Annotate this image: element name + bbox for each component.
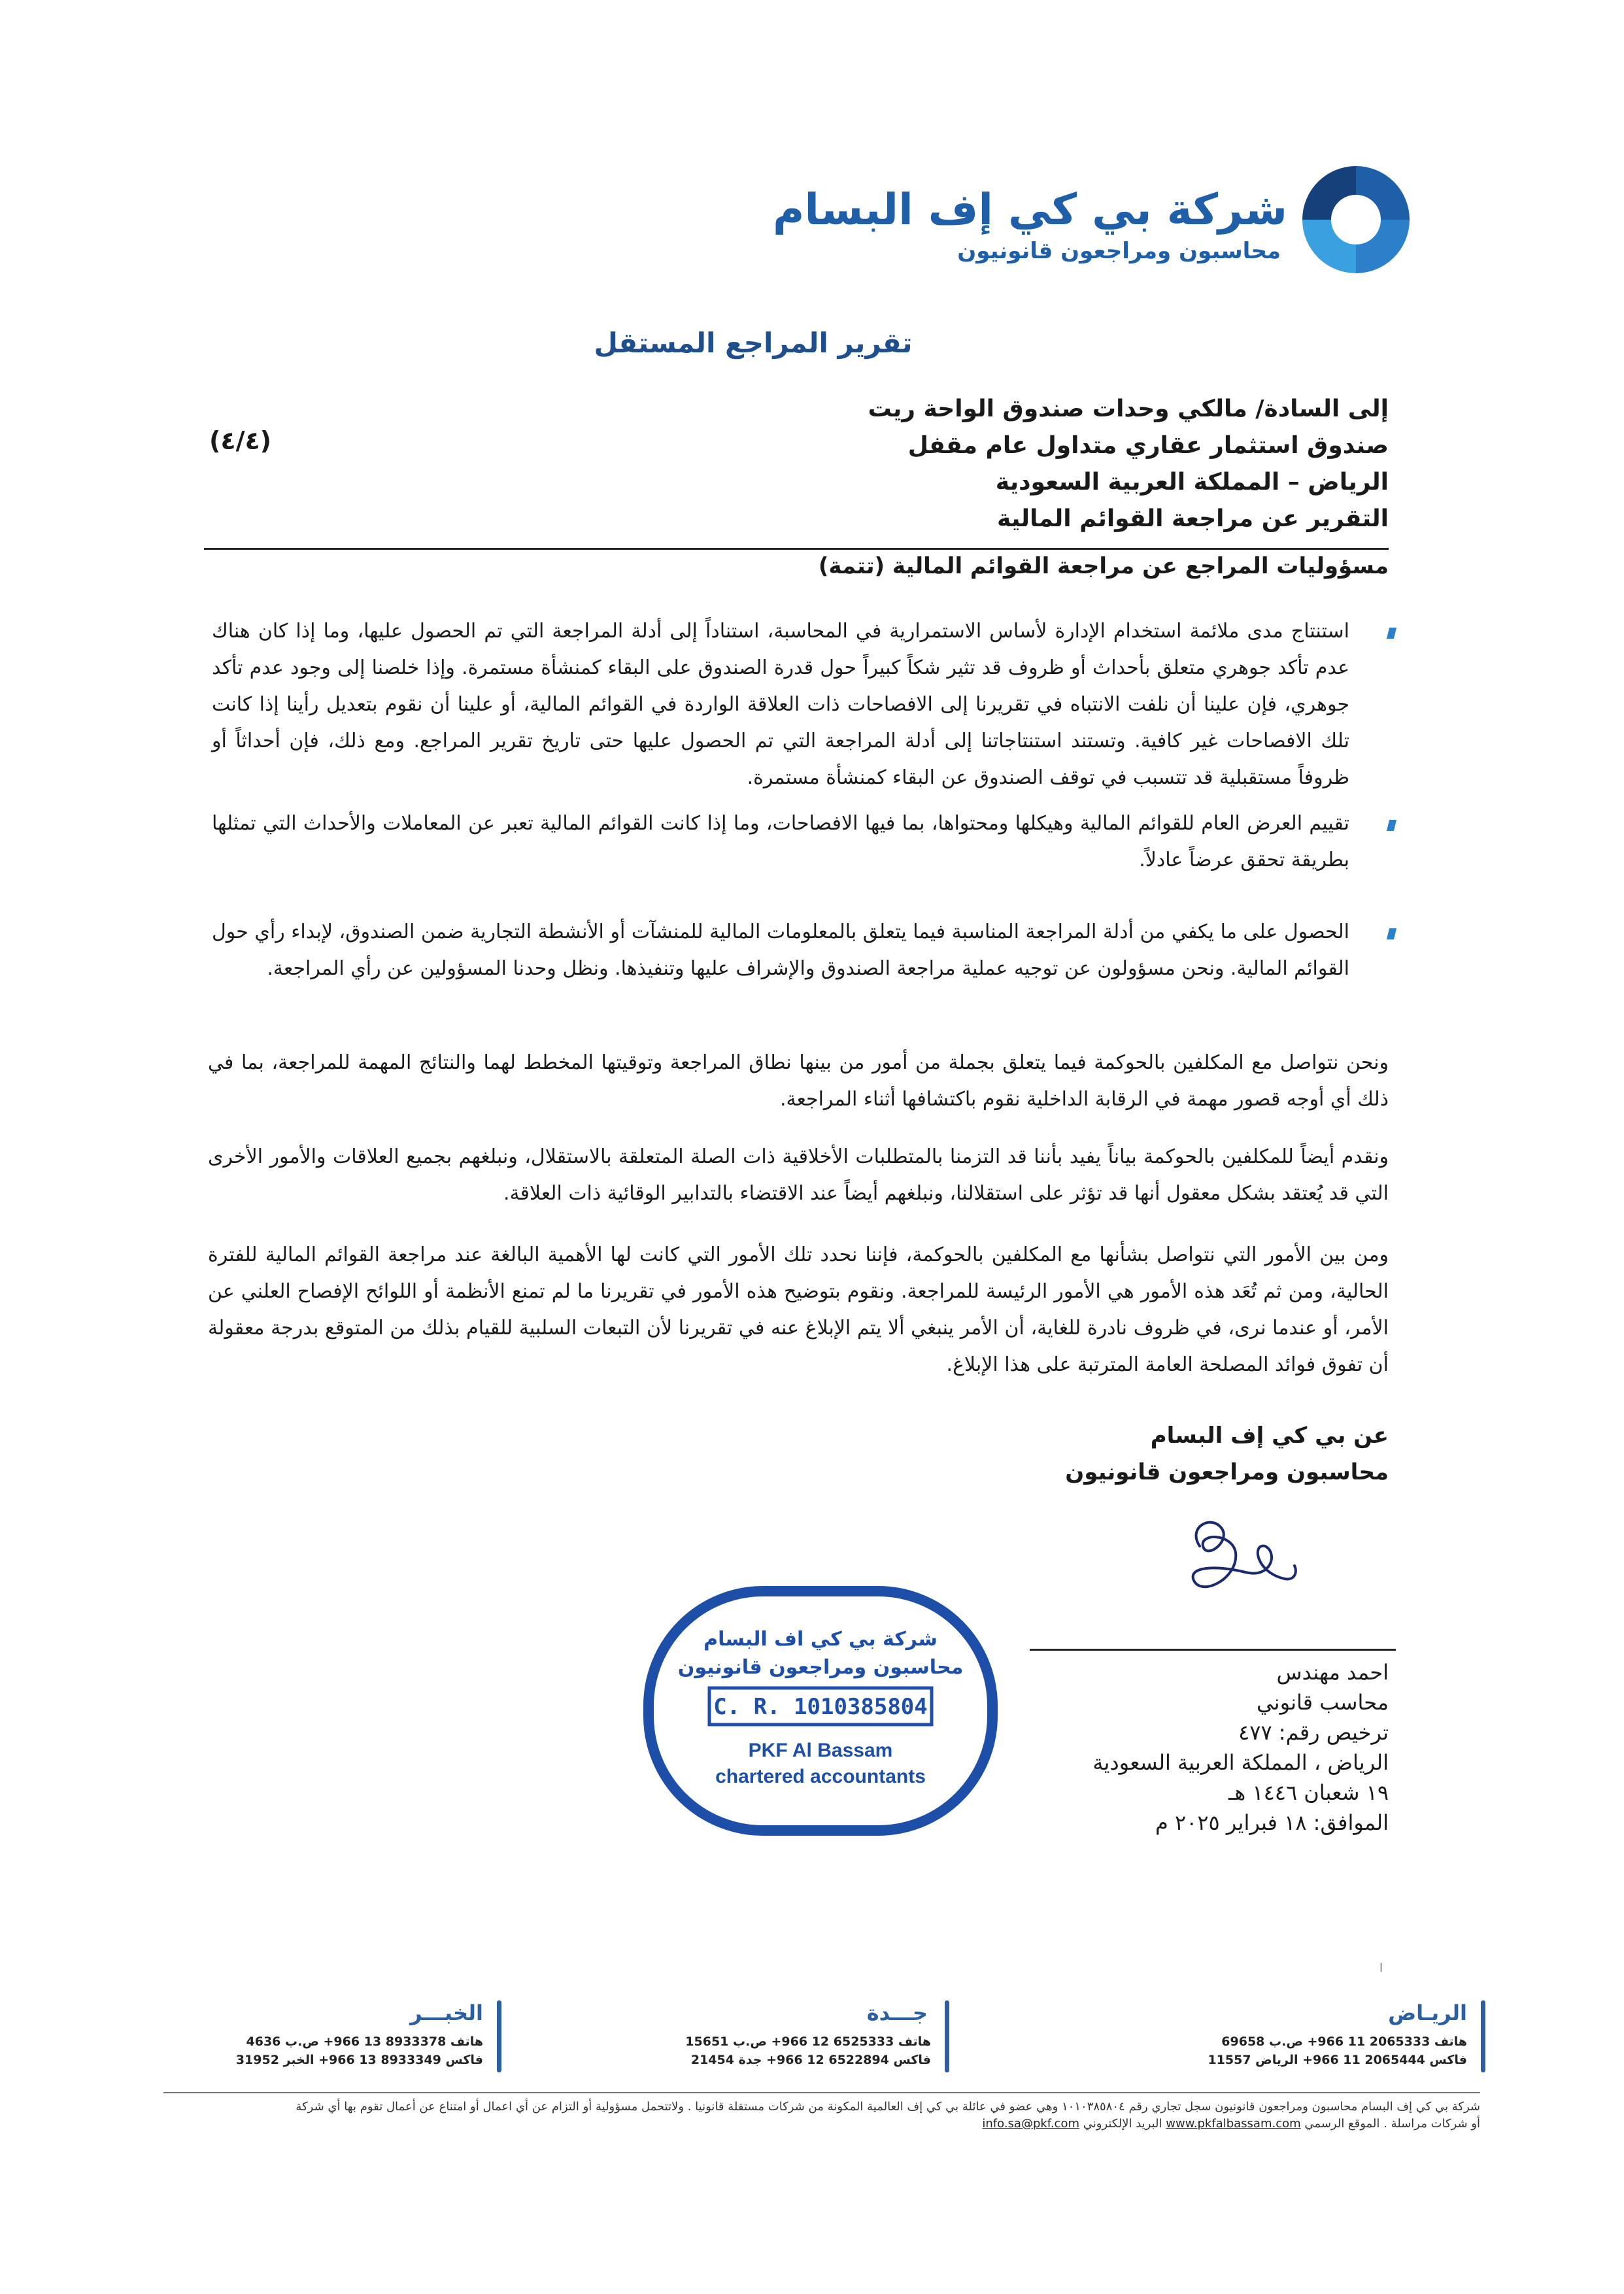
report-title: تقرير المراجع المستقل — [594, 327, 913, 359]
footer-divider — [163, 2092, 1480, 2093]
addressee-line: الرياض – المملكة العربية السعودية — [995, 469, 1389, 496]
website-link[interactable]: www.pkfalbassam.com — [1166, 2117, 1301, 2131]
bullet-icon — [1387, 628, 1396, 639]
office-line: هاتف ‎+966 11 2065333‎ ص.ب ‎69658‎ — [1221, 2034, 1467, 2049]
pkf-logo-icon — [1297, 161, 1415, 278]
footer-offices — [0, 2000, 1624, 2085]
company-tagline: محاسبون ومراجعون قانونيون — [957, 238, 1281, 264]
office-line: هاتف ‎+966 13 8933378‎ ص.ب ‎4636‎ — [246, 2034, 483, 2049]
company-logo — [773, 161, 1415, 278]
firm-type: محاسبون ومراجعون قانونيون — [1065, 1459, 1389, 1485]
office-line: فاكس ‎+966 12 6522894‎ جدة ‎21454‎ — [690, 2053, 931, 2067]
margin-mark: ا — [1379, 1961, 1383, 1975]
company-name: شركة بي كي إف البسام — [773, 184, 1287, 235]
footer-divider-bar — [497, 2000, 501, 2072]
signer-name: احمد مهندس — [1276, 1660, 1389, 1685]
stamp-line-1: شركة بي كي اف البسام — [703, 1628, 938, 1651]
addressee-line: إلى السادة/ مالكي وحدات صندوق الواحة ريت — [868, 396, 1389, 422]
office-city: جـــدة — [866, 2000, 928, 2025]
on-behalf-of: عن بي كي إف البسام — [1150, 1423, 1389, 1449]
bullet-text: الحصول على ما يكفي من أدلة المراجعة المناسبة فيما يتعلق بالمعلومات المالية للمنشآت أو الأنشطة التجارية ضمن الصندوق، لإبداء رأي حول القوائم المالية. ونحن مسؤولون عن توجيه عملية مراجعة الصندوق والإشراف عليها وتنفيذها. ونظل وحدنا المسؤولين عن رأي المراجعة. — [212, 920, 1349, 980]
on-behalf-block — [1065, 1417, 1389, 1491]
handwritten-signature — [1174, 1507, 1304, 1625]
stamp-line-2: محاسبون ومراجعون قانونيون — [677, 1656, 964, 1679]
bullet-icon — [1387, 820, 1396, 831]
section-heading: مسؤوليات المراجع عن مراجعة القوائم المالية (تتمة) — [818, 553, 1389, 579]
legal-prefix: أو شركات مراسلة . الموقع الرسمي — [1304, 2117, 1480, 2131]
body-paragraph: ونحن نتواصل مع المكلفين بالحوكمة فيما يتعلق بجملة من أمور من بينها نطاق المراجعة وتوقيتها المخطط لهما والنتائج المهمة للمراجعة، بما في ذلك أي أوجه قصور مهمة في الرقابة الداخلية نقوم باكتشافها أثناء المراجعة. — [208, 1051, 1389, 1111]
bullet-item — [212, 914, 1349, 987]
header-divider — [204, 548, 1389, 550]
footer-divider-bar — [945, 2000, 949, 2072]
email-link[interactable]: info.sa@pkf.com — [982, 2117, 1079, 2131]
bullet-icon — [1387, 928, 1396, 939]
signer-block — [1092, 1657, 1389, 1838]
page-indicator: (٤/٤) — [209, 426, 272, 455]
office-city: الريـاض — [1388, 2000, 1467, 2025]
body-paragraph: ومن بين الأمور التي نتواصل بشأنها مع المكلفين بالحوكمة، فإننا نحدد تلك الأمور التي كانت لها الأهمية البالغة عند مراجعة القوائم المالية للفترة الحالية، ومن ثم تُعَد هذه الأمور هي الأمور الرئيسة للمراجعة. ونقوم بتوضيح هذه الأمور في تقريرنا ما لم تمنع الأنظمة أو اللوائح الإفصاح العلني عن الأمر، أو عندما نرى، في ظروف نادرة للغاية، أن الأمر ينبغي ألا يتم الإبلاغ عنه في تقريرنا لأن التبعات السلبية للقيام بذلك من المتوقع بدرجة معقولة أن تفوق فوائد المصلحة العامة المترتبة على هذا الإبلاغ. — [208, 1243, 1389, 1376]
office-line: فاكس ‎+966 11 2065444‎ الرياض ‎11557‎ — [1208, 2053, 1467, 2067]
legal-notice — [163, 2099, 1480, 2133]
office-city: الخبـــر — [410, 2000, 483, 2025]
gregorian-date: الموافق: ١٨ فبراير ٢٠٢٥ م — [1155, 1810, 1389, 1835]
office-line: فاكس ‎+966 13 8933349‎ الخبر ‎31952‎ — [235, 2053, 483, 2067]
stamp-line-3: PKF Al Bassam — [748, 1740, 893, 1761]
legal-line-2 — [163, 2116, 1480, 2133]
bullet-text: استنتاج مدى ملائمة استخدام الإدارة لأساس الاستمرارية في المحاسبة، استناداً إلى أدلة المراجعة التي تم الحصول عليها، وما إذا كان هناك عدم تأكد جوهري متعلق بأحداث أو ظروف قد تثير شكاً كبيراً حول قدرة الصندوق على البقاء كمنشأة مستمرة. وإذا خلصنا إلى وجود عدم تأكد جوهري، فإن علينا أن نلفت الانتباه في تقريرنا إلى الافصاحات ذات العلاقة الواردة في القوائم المالية، أو علينا أن نقوم بتعديل رأينا إذا كانت تلك الافصاحات غير كافية. وتستند استنتاجاتنا إلى أدلة المراجعة التي تم الحصول عليها حتى تاريخ تقرير المراجع. ومع ذلك، فإن أحداثاً أو ظروفاً مستقبلية قد تتسبب في توقف الصندوق عن البقاء كمنشأة مستمرة. — [212, 620, 1349, 789]
footer-divider-bar — [1481, 2000, 1485, 2072]
bullet-item — [212, 805, 1349, 879]
body-paragraph: ونقدم أيضاً للمكلفين بالحوكمة بياناً يفيد بأننا قد التزمنا بالمتطلبات الأخلاقية ذات الصلة المتعلقة بالاستقلال، ونبلغهم بجميع العلاقات والأمور الأخرى التي قد يُعتقد بشكل معقول أنها قد تؤثر على استقلالنا، ونبلغهم أيضاً عند الاقتضاء بالتدابير الوقائية ذات العلاقة. — [208, 1145, 1389, 1205]
signer-location: الرياض ، المملكة العربية السعودية — [1092, 1750, 1389, 1775]
license-number: ترخيص رقم: ٤٧٧ — [1238, 1720, 1389, 1745]
hijri-date: ١٩ شعبان ١٤٤٦ هـ — [1228, 1780, 1389, 1805]
stamp-cr: C. R. 1010385804 — [713, 1694, 928, 1720]
signature-line — [1030, 1649, 1396, 1651]
stamp-line-4: chartered accountants — [715, 1766, 926, 1787]
addressee-line: التقرير عن مراجعة القوائم المالية — [997, 505, 1389, 532]
bullet-item — [212, 613, 1349, 796]
company-stamp — [641, 1583, 1000, 1838]
email-label: البريد الإلكتروني — [1083, 2117, 1162, 2131]
office-line: هاتف ‎+966 12 6525333‎ ص.ب ‎15651‎ — [685, 2034, 931, 2049]
legal-line: شركة بي كي إف البسام محاسبون ومراجعون قانونيون سجل تجاري رقم ١٠١٠٣٨٥٨٠٤ وهي عضو في عائلة بي كي إف العالمية المكونة من شركات مستقلة قانونيا . ولاتتحمل مسؤولية أو التزام عن أي اعمال أو امتناع عن أعمال تقوم بها أي شركة — [296, 2100, 1480, 2114]
addressee-block — [473, 391, 1389, 537]
bullet-text: تقييم العرض العام للقوائم المالية وهيكلها ومحتواها، بما فيها الافصاحات، وما إذا كانت القوائم المالية تعبر عن المعاملات والأحداث التي تمثلها بطريقة تحقق عرضاً عادلاً. — [212, 812, 1349, 871]
signer-title: محاسب قانوني — [1256, 1690, 1389, 1715]
addressee-line: صندوق استثمار عقاري متداول عام مقفل — [907, 432, 1389, 459]
